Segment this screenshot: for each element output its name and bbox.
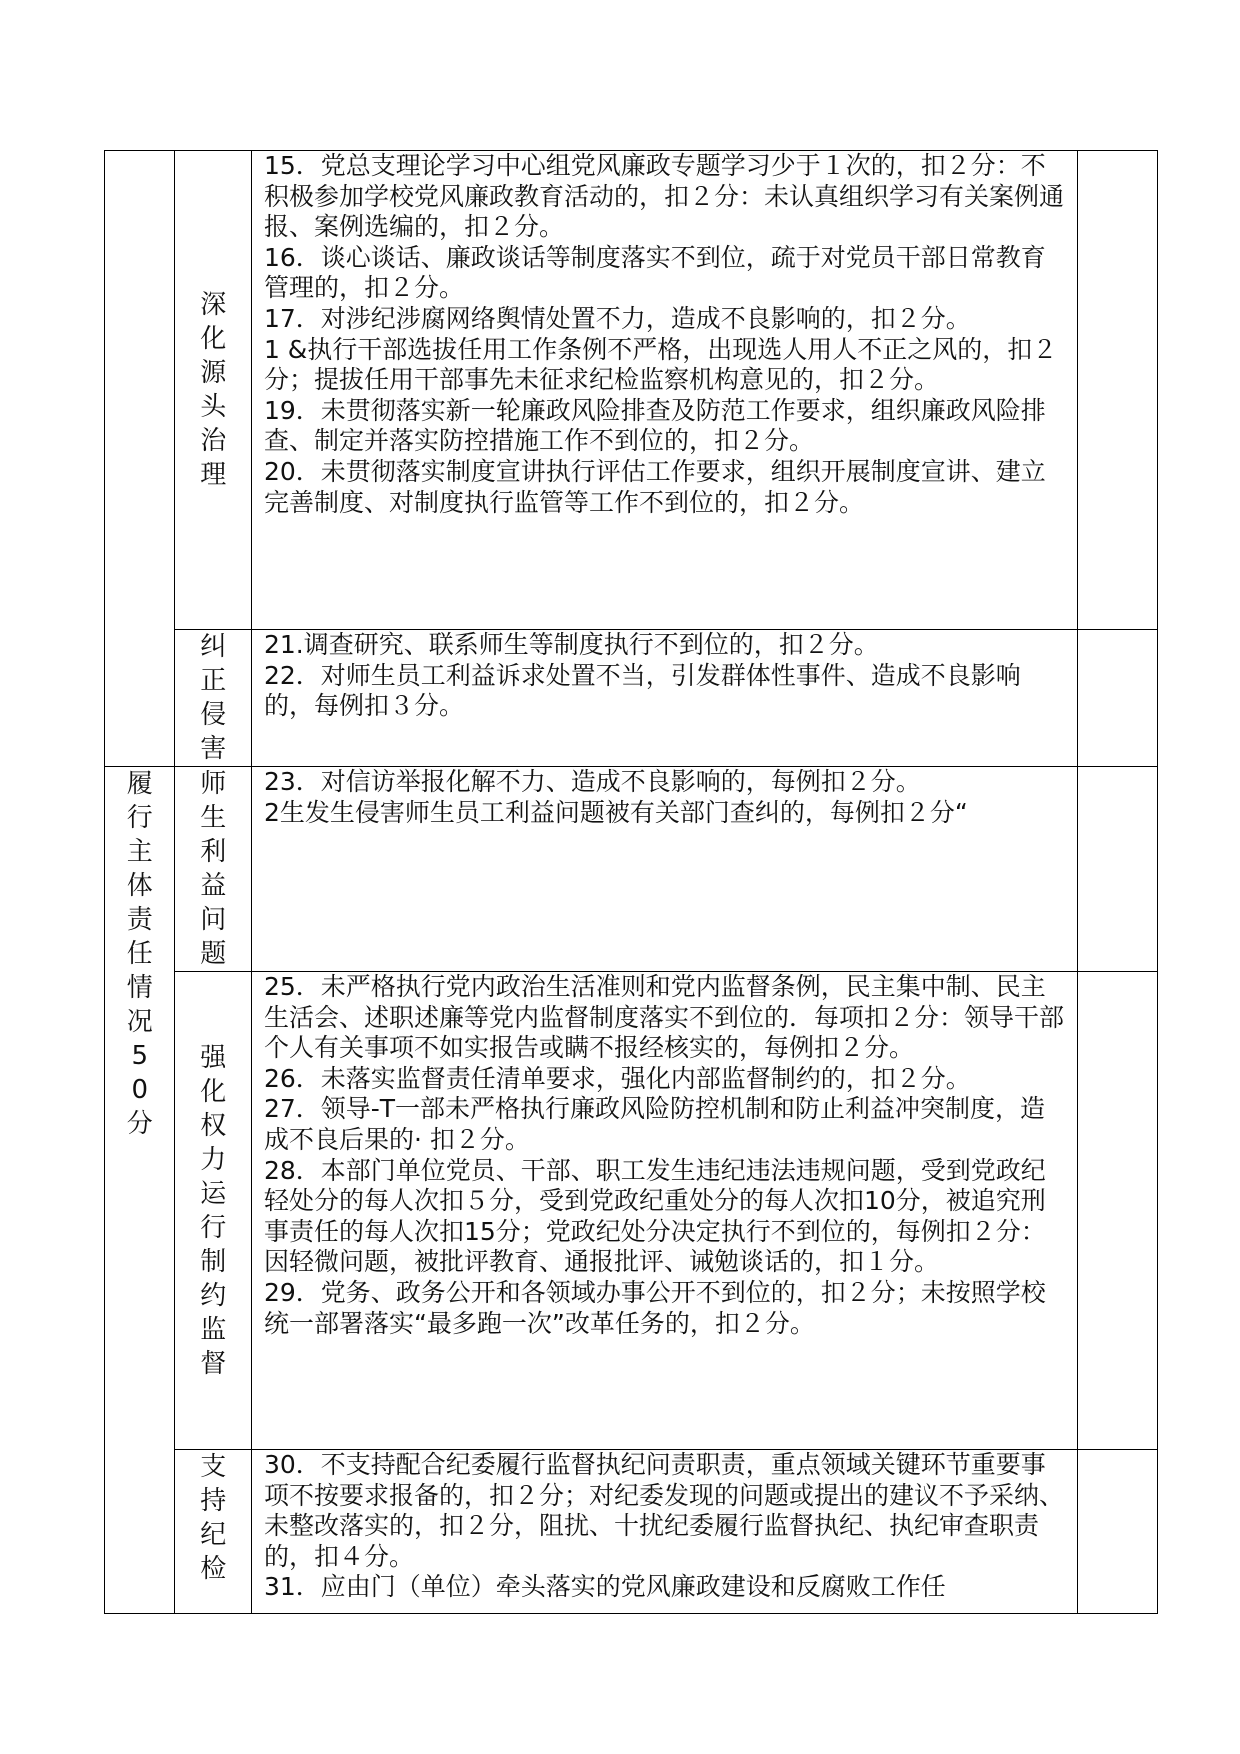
table-row — [105, 151, 1158, 630]
assessment-table — [104, 150, 1158, 1614]
table-row — [105, 630, 1158, 767]
list-item: 1 &执行干部选拔任用工作条例不严格，出现选人用人不正之风的，扣２分；提拔任用干部事先未征求纪检监察机构意见的，扣２分。 — [263, 334, 1058, 395]
list-item: 19．未贯彻落实新一轮廉政风险排查及防范工作要求，组织廉政风险排查、制定并落实防控措施工作不到位的，扣２分。 — [263, 395, 1046, 456]
score-cell — [1078, 767, 1158, 972]
list-item: 2生发生侵害师生员工利益问题被有关部门查纠的，每例扣２分“ — [263, 797, 968, 827]
category-cell-empty — [105, 151, 175, 767]
list-item: 28．本部门单位党员、干部、职工发生违纪违法违规问题，受到党政纪轻处分的每人次扣５分，受到党政纪重处分的每人次扣10分，被追究刑事责任的每人次扣15分；党政纪处分决定执行不到位的，每例扣２分：因轻微问题，被批评教育、通报批评、诫勉谈话的，扣１分。 — [263, 1155, 1046, 1277]
list-item: 26．未落实监督责任清单要求，强化内部监督制约的，扣２分。 — [263, 1063, 971, 1093]
items-cell — [251, 630, 1077, 767]
subcategory-label: 师生利益问题 — [200, 769, 227, 969]
items-cell — [251, 1450, 1077, 1614]
items-cell — [251, 972, 1077, 1450]
subcategory-cell — [175, 972, 252, 1450]
items-cell — [251, 151, 1077, 630]
list-item: 25．未严格执行党内政治生活准则和党内监督条例，民主集中制、民主生活会、述职述廉等党内监督制度落实不到位的．每项扣２分：领导干部个人有关事项不如实报告或瞒不报经核实的，每例扣２分。 — [263, 972, 1064, 1063]
subcategory-cell — [175, 630, 252, 767]
list-item: 20．未贯彻落实制度宣讲执行评估工作要求，组织开展制度宣讲、建立完善制度、对制度执行监管等工作不到位的，扣２分。 — [263, 456, 1046, 517]
subcategory-label: 深化源头治理 — [200, 290, 227, 490]
score-cell — [1078, 1450, 1158, 1614]
list-item: 16．谈心谈话、廉政谈话等制度落实不到位，疏于对党员干部日常教育管理的，扣２分。 — [263, 242, 1046, 303]
table-row — [105, 767, 1158, 972]
score-cell — [1078, 972, 1158, 1450]
items-cell — [251, 767, 1077, 972]
subcategory-cell — [175, 151, 252, 630]
subcategory-cell — [175, 1450, 252, 1614]
list-item: 15．党总支理论学习中心组党风廉政专题学习少于１次的，扣２分：不积极参加学校党风廉政教育活动的，扣２分：未认真组织学习有关案例通报、案例选编的，扣２分。 — [263, 151, 1064, 242]
list-item: 27．领导-T一部未严格执行廉政风险防控机制和防止利益冲突制度，造成不良后果的· 扣２分。 — [263, 1094, 1046, 1154]
subcategory-label: 支持纪检 — [200, 1452, 227, 1584]
list-item: 29．党务、政务公开和各领域办事公开不到位的，扣２分；未按照学校统一部署落实“最多跑一次”改革任务的，扣２分。 — [263, 1277, 1046, 1338]
subcategory-cell — [175, 767, 252, 972]
category-label: 履行主体责任情况50分 — [126, 769, 153, 1139]
score-cell — [1078, 630, 1158, 767]
list-item: 22．对师生员工利益诉求处置不当，引发群体性事件、造成不良影响的，每例扣３分。 — [263, 660, 1021, 721]
subcategory-label: 纠正侵害 — [200, 632, 227, 764]
subcategory-label: 强化权力运行制约监督 — [200, 1042, 227, 1379]
category-cell — [105, 767, 175, 1614]
score-cell — [1078, 151, 1158, 630]
list-item: 30．不支持配合纪委履行监督执纪问责职责，重点领域关键环节重要事项不按要求报备的，扣２分；对纪委发现的问题或提出的建议不予采纳、未整改落实的，扣２分，阻扰、十扰纪委履行监督执纪、执纪审查职责的，扣４分。 — [263, 1450, 1064, 1571]
list-item: 17．对涉纪涉腐网络舆情处置不力，造成不良影响的，扣２分。 — [263, 303, 971, 333]
table-row — [105, 972, 1158, 1450]
list-item: 23．对信访举报化解不力、造成不良影响的，每例扣２分。 — [263, 767, 921, 796]
table-row — [105, 1450, 1158, 1614]
list-item: 31．应由门（单位）牵头落实的党风廉政建设和反腐败工作任 — [263, 1572, 946, 1602]
list-item: 21.调查研究、联系师生等制度执行不到位的，扣２分。 — [263, 630, 879, 659]
